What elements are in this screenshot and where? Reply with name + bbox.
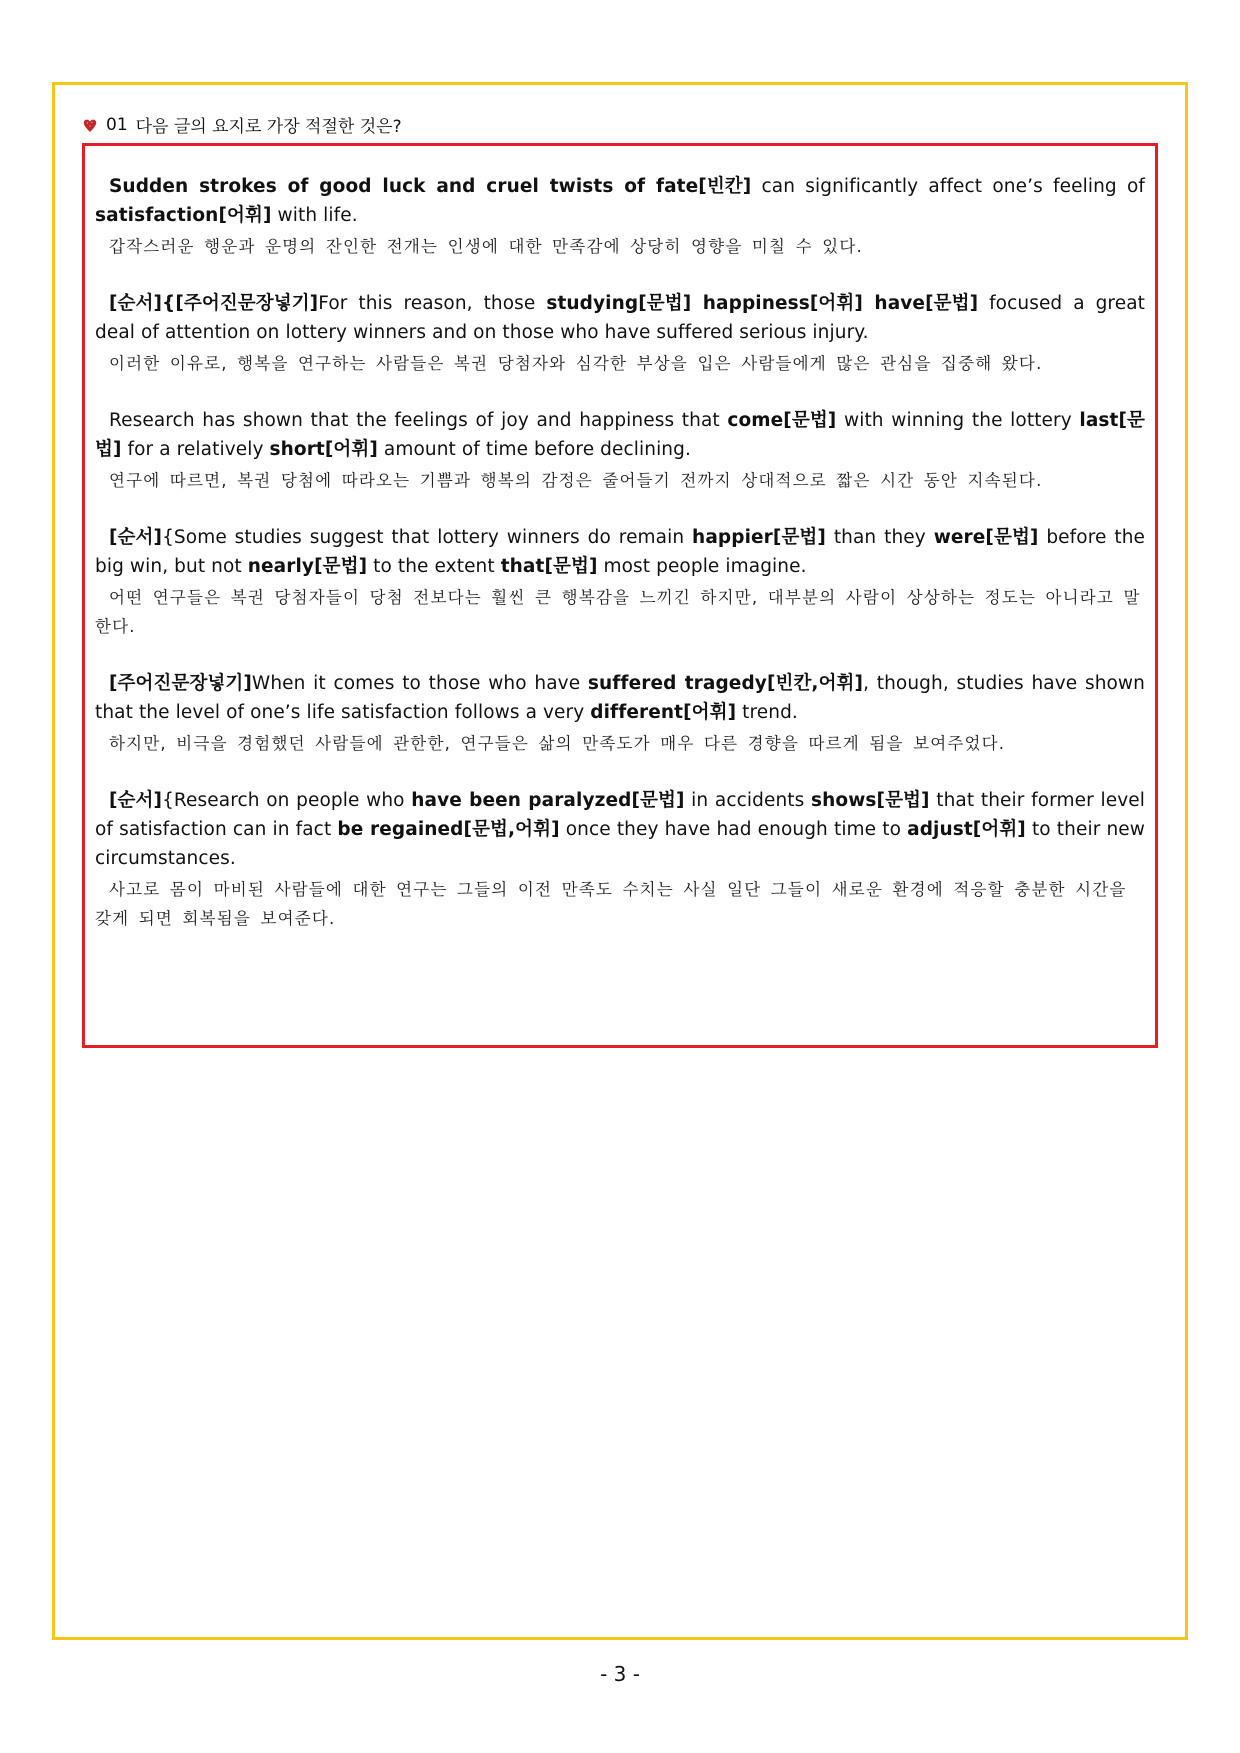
passage-block bbox=[95, 172, 1145, 261]
sentence-segment: that[문법] bbox=[500, 556, 598, 577]
sentence-segment: nearly[문법] bbox=[247, 556, 368, 577]
question-number: 01 bbox=[106, 114, 128, 135]
passage-block bbox=[95, 669, 1145, 758]
sentence-segment: happier[문법] bbox=[692, 527, 826, 548]
sentence-segment: , though, studies have shown that the level of one’s life satisfaction follows a very bbox=[95, 673, 1145, 723]
sentence-segment: For this reason, those bbox=[318, 293, 547, 314]
english-sentence bbox=[95, 406, 1145, 464]
sentence-segment: [순서]{[주어진문장넣기] bbox=[109, 293, 319, 314]
sentence-segment: amount of time before declining. bbox=[377, 439, 691, 460]
passage-block bbox=[95, 523, 1145, 641]
sentence-segment: When it comes to those who have bbox=[251, 673, 588, 694]
sentence-segment: once they have had enough time to bbox=[559, 819, 908, 840]
sentence-segment: last[문법] bbox=[95, 410, 1146, 460]
korean-translation: 갑작스러운 행운과 운명의 잔인한 전개는 인생에 대한 만족감에 상당히 영향을 미칠 수 있다. bbox=[109, 237, 863, 256]
korean-translation: 이러한 이유로, 행복을 연구하는 사람들은 복권 당첨자와 심각한 부상을 입은 사람들에게 많은 관심을 집중해 왔다. bbox=[109, 354, 1043, 373]
sentence-segment: to the extent bbox=[367, 556, 501, 577]
sentence-segment: be regained[문법,어휘] bbox=[337, 819, 560, 840]
page-number: - 3 - bbox=[600, 1662, 640, 1686]
korean-translation: 사고로 몸이 마비된 사람들에 대한 연구는 그들의 이전 만족도 수치는 사실 일단 그들이 새로운 환경에 적응할 충분한 시간을 갖게 되면 회복됨을 보여준다. bbox=[95, 880, 1127, 928]
sentence-segment: {Some studies suggest that lottery winners do remain bbox=[162, 527, 693, 548]
sentence-segment: to their new circumstances. bbox=[95, 819, 1146, 869]
sentence-segment: Research has shown that the feelings of joy and happiness that bbox=[109, 410, 728, 431]
sentence-segment: with life. bbox=[271, 205, 358, 226]
sentence-segment: suffered tragedy[빈칸,어휘] bbox=[587, 673, 864, 694]
sentence-segment: focused a great deal of attention on lottery winners and on those who have suffered serious injury. bbox=[95, 293, 1145, 343]
question-text: 다음 글의 요지로 가장 적절한 것은? bbox=[135, 117, 402, 137]
sentence-segment: were[문법] bbox=[933, 527, 1039, 548]
sentence-segment: [순서] bbox=[109, 790, 163, 811]
sentence-segment: shows[문법] bbox=[811, 790, 930, 811]
english-sentence bbox=[95, 669, 1145, 727]
passage-box bbox=[82, 143, 1158, 1048]
passage-block bbox=[95, 289, 1145, 378]
sentence-segment: with winning the lottery bbox=[836, 410, 1080, 431]
sentence-segment: that their former level of satisfaction can in fact bbox=[95, 790, 1146, 840]
question-header bbox=[82, 112, 402, 137]
english-sentence bbox=[95, 523, 1145, 581]
korean-translation: 어떤 연구들은 복권 당첨자들이 당첨 전보다는 훨씬 큰 행복감을 느끼긴 하지만, 대부분의 사람이 상상하는 정도는 아니라고 말한다. bbox=[95, 588, 1141, 636]
english-sentence bbox=[95, 289, 1145, 347]
passage-block bbox=[95, 786, 1145, 933]
sentence-segment: have been paralyzed[문법] bbox=[411, 790, 685, 811]
sentence-segment: {Research on people who bbox=[162, 790, 412, 811]
sentence-segment: short[어휘] bbox=[269, 439, 378, 460]
sentence-segment: different[어휘] bbox=[590, 702, 737, 723]
english-sentence bbox=[95, 172, 1145, 230]
english-sentence bbox=[95, 786, 1145, 873]
sentence-segment: trend. bbox=[736, 702, 798, 723]
sentence-segment: Sudden strokes of good luck and cruel twists of fate[빈칸] bbox=[109, 176, 752, 197]
sentence-segment: studying[문법] happiness[어휘] have[문법] bbox=[546, 293, 979, 314]
sentence-segment: [주어진문장넣기] bbox=[109, 673, 252, 694]
sentence-segment: before the big win, but not bbox=[95, 527, 1145, 577]
sentence-segment: in accidents bbox=[684, 790, 812, 811]
korean-translation: 연구에 따르면, 복권 당첨에 따라오는 기쁨과 행복의 감정은 줄어들기 전까지 상대적으로 짧은 시간 동안 지속된다. bbox=[109, 471, 1043, 490]
sentence-segment: come[문법] bbox=[727, 410, 837, 431]
passage-block bbox=[95, 406, 1145, 495]
sentence-segment: [순서] bbox=[109, 527, 163, 548]
strawberry-heart-icon bbox=[82, 117, 98, 133]
korean-translation: 하지만, 비극을 경험했던 사람들에 관한한, 연구들은 삶의 만족도가 매우 다른 경향을 따르게 됨을 보여주었다. bbox=[109, 734, 1006, 753]
sentence-segment: can significantly affect one’s feeling of bbox=[751, 176, 1145, 197]
sentence-segment: than they bbox=[825, 527, 934, 548]
sentence-segment: for a relatively bbox=[121, 439, 270, 460]
sentence-segment: adjust[어휘] bbox=[907, 819, 1026, 840]
sentence-segment: most people imagine. bbox=[597, 556, 807, 577]
sentence-segment: satisfaction[어휘] bbox=[95, 205, 272, 226]
